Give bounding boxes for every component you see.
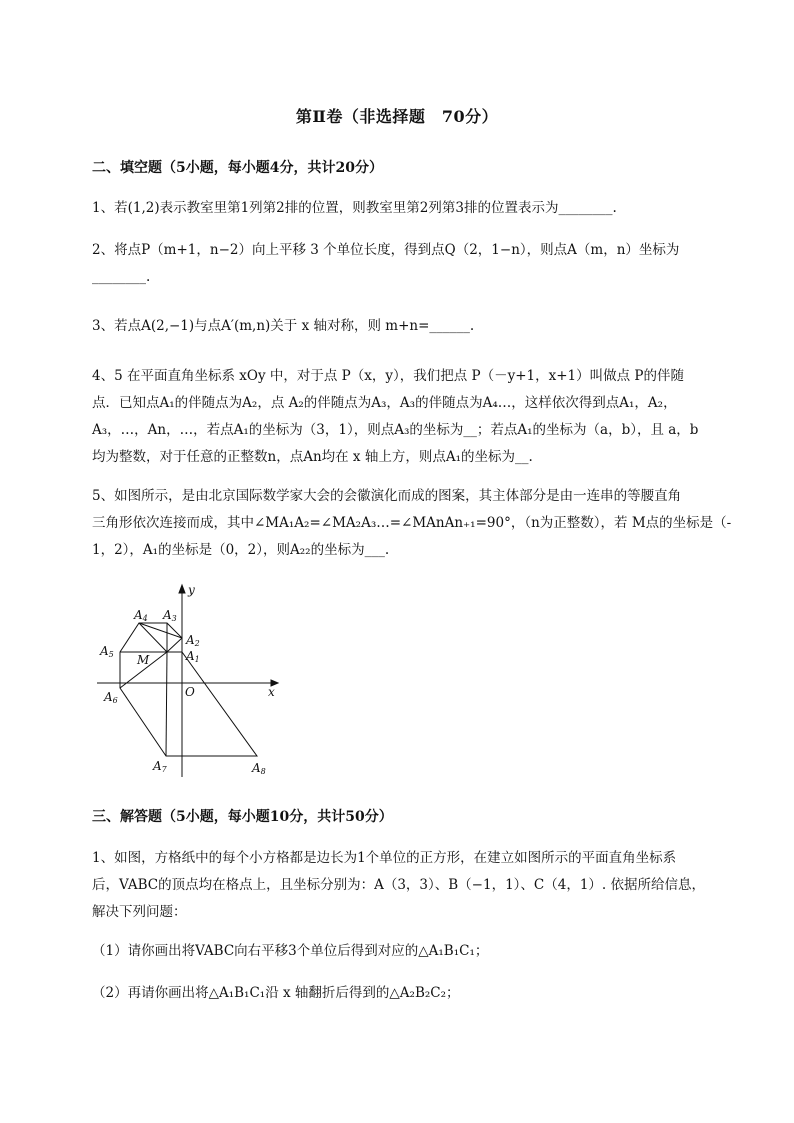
question-3-1: [92, 845, 742, 926]
segment-a2-a4: [139, 623, 182, 638]
isosceles-triangle-spiral-figure: [92, 582, 292, 782]
question-2-2: [92, 237, 742, 291]
question-2-5-line2: 三角形依次连接而成，其中∠MA₁A₂=∠MA₂A₃…=∠MAnAn₊₁=90°，（n为正整数），若 M点的坐标是（-: [92, 515, 732, 531]
label-a4: A4: [134, 608, 148, 623]
question-3-1-sub1: （1）请你画出将VABC向右平移3个单位后得到对应的△A₁B₁C₁；: [92, 943, 489, 959]
question-2-4: [92, 363, 742, 471]
ray-m-a4: [139, 623, 167, 652]
question-3-1-line1: 1、如图，方格纸中的每个小方格都是边长为1个单位的正方形，在建立如图所示的平面直角坐标系: [92, 850, 677, 866]
section-heading-fill-in: 二、填空题（5小题，每小题4分，共计20分）: [92, 160, 383, 176]
question-2-5: [92, 483, 742, 564]
label-a8: A8: [252, 761, 266, 776]
label-x: x: [268, 685, 275, 699]
question-2-4-line1: 4、5 在平面直角坐标系 xOy 中，对于点 P（x，y），我们把点 P（－y+1，x+1）叫做点 P的伴随: [92, 368, 685, 384]
question-2-4-line4: 均为整数，对于任意的正整数n，点An均在 x 轴上方，则点A₁的坐标为__.: [92, 449, 533, 465]
y-axis-arrow: [179, 585, 185, 593]
question-2-4-line2: 点．已知点A₁的伴随点为A₂，点 A₂的伴随点为A₃，A₃的伴随点为A₄…，这样依次得到点A₁，A₂，: [92, 395, 677, 411]
label-a7: A7: [153, 759, 167, 774]
label-m: M: [137, 653, 150, 667]
label-origin: O: [185, 685, 195, 699]
question-2-2-line2: ________.: [92, 269, 151, 285]
label-a5: A5: [100, 644, 114, 659]
label-a2: A2: [186, 633, 200, 648]
question-2-5-line1: 5、如图所示，是由北京国际数学家大会的会徽演化而成的图案，其主体部分是由一连串的等腰直角: [92, 488, 682, 504]
question-2-3: 3、若点A(2,−1)与点A′(m,n)关于 x 轴对称，则 m+n=______.: [92, 318, 475, 334]
label-a3: A3: [163, 608, 177, 623]
question-3-1-line3: 解决下列问题：: [92, 904, 187, 920]
label-a6: A6: [104, 690, 118, 705]
question-3-1-line2: 后，VABC的顶点均在格点上，且坐标分别为：A（3，3）、B（−1，1）、C（4，1）. 依据所给信息，: [92, 877, 706, 893]
page-title: 第Ⅱ卷（非选择题 70分）: [295, 107, 499, 126]
section-heading-solve: 三、解答题（5小题，每小题10分，共计50分）: [92, 809, 393, 825]
question-2-5-line3: 1，2），A₁的坐标是（0，2），则A₂₂的坐标为___.: [92, 542, 390, 558]
label-a1: A1: [186, 649, 200, 664]
question-2-2-line1: 2、将点P（m+1，n−2）向上平移 3 个单位长度，得到点Q（2，1−n），则点A（m，n）坐标为: [92, 242, 680, 258]
question-3-1-sub2: （2）再请你画出将△A₁B₁C₁沿 x 轴翻折后得到的△A₂B₂C₂；: [92, 985, 460, 1001]
label-y: y: [188, 583, 195, 597]
ray-m-a7: [166, 652, 167, 756]
question-2-4-line3: A₃，…，An，…，若点A₁的坐标为（3，1），则点A₃的坐标为__；若点A₁的坐标为（a，b），且 a，b: [92, 422, 699, 438]
question-2-1: 1、若(1,2)表示教室里第1列第2排的位置，则教室里第2列第3排的位置表示为________.: [92, 200, 617, 216]
